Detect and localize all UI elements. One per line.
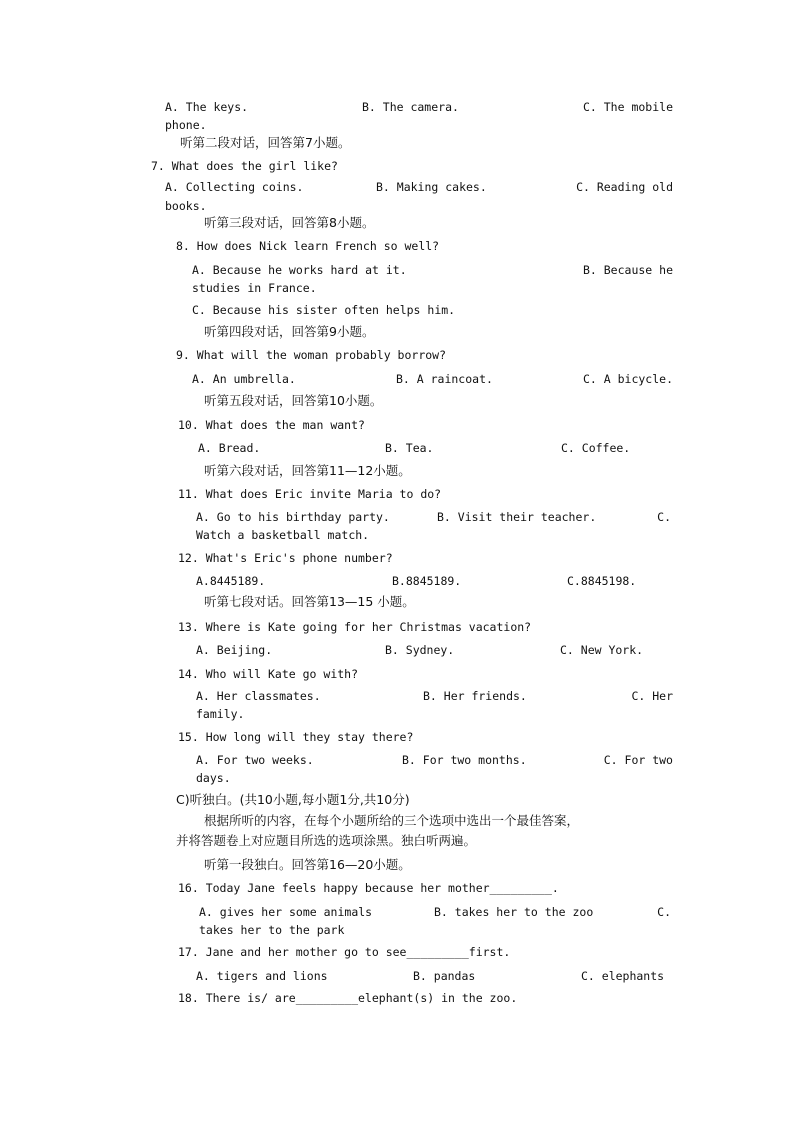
text-line <box>0 214 793 232</box>
question-text: C. Coffee. <box>561 441 631 455</box>
question-text: A. For two weeks. <box>196 753 314 767</box>
text-line <box>0 812 793 830</box>
question-text: C. <box>657 905 671 919</box>
question-text: C. elephants <box>581 969 665 983</box>
question-text: 7. What does the girl like? <box>151 159 338 173</box>
question-text: B. For two months. <box>402 753 527 767</box>
question-text: C. Because his sister often helps him. <box>192 303 456 317</box>
text-line <box>0 856 793 874</box>
question-text: B. The camera. <box>362 100 459 114</box>
text-line <box>0 705 793 723</box>
text-line <box>0 178 793 196</box>
question-text: A.8445189. <box>196 574 266 588</box>
text-line <box>0 921 793 939</box>
text-line <box>0 832 793 850</box>
text-line <box>0 769 793 787</box>
question-text: B. Her friends. <box>423 689 527 703</box>
text-line <box>0 791 793 809</box>
text-line <box>0 323 793 341</box>
question-text: B. A raincoat. <box>396 372 493 386</box>
text-line <box>0 989 793 1007</box>
text-line <box>0 462 793 480</box>
text-line <box>0 618 793 636</box>
question-text: 17. Jane and her mother go to see_________first. <box>178 945 511 959</box>
text-line <box>0 134 793 152</box>
section-instruction: 听第二段对话，回答第7小题。 <box>180 135 351 150</box>
question-text: 11. What does Eric invite Maria to do? <box>178 487 442 501</box>
text-line <box>0 116 793 134</box>
question-text: A. Beijing. <box>196 643 273 657</box>
question-text: B. Making cakes. <box>376 180 487 194</box>
text-line <box>0 943 793 961</box>
question-text: 10. What does the man want? <box>178 418 365 432</box>
text-line <box>0 370 793 388</box>
text-line <box>0 485 793 503</box>
text-line <box>0 98 793 116</box>
question-text: A. The keys. <box>165 100 249 114</box>
question-text: B. Sydney. <box>385 643 455 657</box>
text-line <box>0 751 793 769</box>
question-text: A. gives her some animals <box>199 905 373 919</box>
question-text: C. Reading old <box>576 180 673 194</box>
section-instruction: 听第五段对话，回答第10小题。 <box>204 393 383 408</box>
question-text: 13. Where is Kate going for her Christmas vacation? <box>178 620 532 634</box>
question-text: B. Visit their teacher. <box>437 510 597 524</box>
text-line <box>0 237 793 255</box>
question-text: A. Because he works hard at it. <box>192 263 407 277</box>
question-text: Watch a basketball match. <box>196 528 370 542</box>
question-text: days. <box>196 771 231 785</box>
question-text: 14. Who will Kate go with? <box>178 667 359 681</box>
question-text: C.8845198. <box>567 574 637 588</box>
text-line <box>0 665 793 683</box>
text-line <box>0 301 793 319</box>
question-text: A. Bread. <box>198 441 261 455</box>
section-instruction: C)听独白。(共10小题,每小题1分,共10分) <box>176 792 410 807</box>
text-line <box>0 392 793 410</box>
question-text: B. pandas <box>413 969 476 983</box>
question-text: 12. What's Eric's phone number? <box>178 551 393 565</box>
question-text: A. Her classmates. <box>196 689 321 703</box>
question-text: B. takes her to the zoo <box>434 905 594 919</box>
question-text: C. The mobile <box>582 100 673 114</box>
text-line <box>0 279 793 297</box>
question-text: family. <box>196 707 245 721</box>
text-line <box>0 967 793 985</box>
section-instruction: 听第三段对话，回答第8小题。 <box>204 215 375 230</box>
question-text: books. <box>165 199 207 213</box>
text-line <box>0 416 793 434</box>
text-line <box>0 197 793 215</box>
section-instruction: 根据所听的内容，在每个小题所给的三个选项中选出一个最佳答案， <box>204 813 580 828</box>
text-line <box>0 728 793 746</box>
text-line <box>0 593 793 611</box>
text-line <box>0 549 793 567</box>
section-instruction: 听第四段对话，回答第9小题。 <box>204 324 375 339</box>
question-text: C. For two <box>603 753 673 767</box>
text-line <box>0 526 793 544</box>
question-text: B. Tea. <box>385 441 434 455</box>
question-text: A. tigers and lions <box>196 969 328 983</box>
question-text: B. Because he <box>582 263 673 277</box>
text-line <box>0 508 793 526</box>
text-line <box>0 641 793 659</box>
text-line <box>0 261 793 279</box>
text-line <box>0 346 793 364</box>
section-instruction: 听第一段独白。回答第16—20小题。 <box>204 857 411 872</box>
question-text: A. Go to his birthday party. <box>196 510 390 524</box>
question-text: A. Collecting coins. <box>165 180 304 194</box>
text-line <box>0 572 793 590</box>
text-line <box>0 903 793 921</box>
question-text: C. Her <box>631 689 673 703</box>
text-line <box>0 439 793 457</box>
question-text: 18. There is/ are_________elephant(s) in the zoo. <box>178 991 518 1005</box>
section-instruction: 听第六段对话，回答第11—12小题。 <box>204 463 411 478</box>
text-line <box>0 687 793 705</box>
question-text: 8. How does Nick learn French so well? <box>176 239 440 253</box>
question-text: A. An umbrella. <box>192 372 296 386</box>
question-text: studies in France. <box>192 281 317 295</box>
text-line <box>0 879 793 897</box>
question-text: B.8845189. <box>392 574 462 588</box>
question-text: C. A bicycle. <box>583 372 674 386</box>
section-instruction: 听第七段对话。回答第13—15 小题。 <box>204 594 415 609</box>
question-text: takes her to the park <box>199 923 345 937</box>
question-text: 15. How long will they stay there? <box>178 730 414 744</box>
section-instruction: 并将答题卷上对应题目所选的选项涂黑。独白听两遍。 <box>176 833 477 848</box>
question-text: C. <box>657 510 671 524</box>
question-text: phone. <box>165 118 207 132</box>
question-text: 9. What will the woman probably borrow? <box>176 348 447 362</box>
question-text: C. New York. <box>560 643 644 657</box>
question-text: 16. Today Jane feels happy because her mother_________. <box>178 881 559 895</box>
text-line <box>0 157 793 175</box>
